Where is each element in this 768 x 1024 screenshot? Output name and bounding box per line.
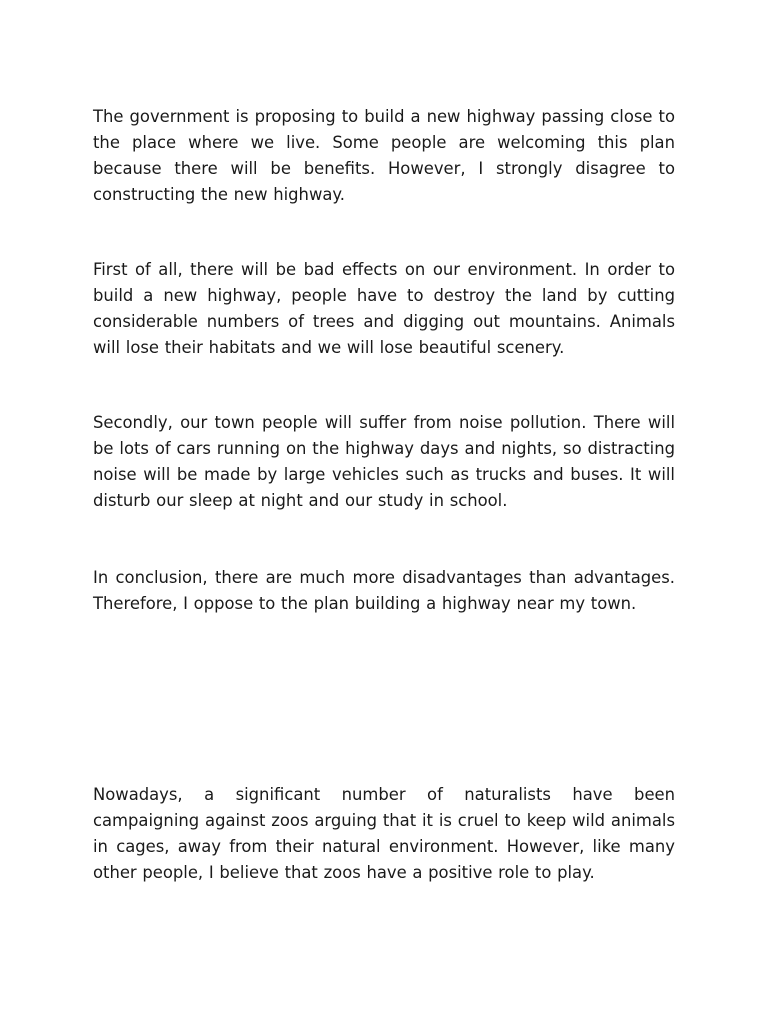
paragraph-intro: The government is proposing to build a new highway passing close to the place where we live. Some people are welcoming this plan because there will be benefits. However, I strongly disagree to constructing the new highway.: [93, 107, 675, 204]
paragraph-noise-pollution: Secondly, our town people will suffer from noise pollution. There will be lots of cars running on the highway days and nights, so distracting noise will be made by large vehicles such as trucks and buses. It will disturb our sleep at night and our study in school.: [93, 413, 675, 510]
paragraph-conclusion: In conclusion, there are much more disadvantages than advantages. Therefore, I oppose to the plan building a highway near my town.: [93, 568, 675, 613]
paragraph-zoos: Nowadays, a significant number of naturalists have been campaigning against zoos arguing that it is cruel to keep wild animals in cages, away from their natural environment. However, like many other people, I believe that zoos have a positive role to play.: [93, 785, 675, 882]
paragraph-environment: First of all, there will be bad effects on our environment. In order to build a new highway, people have to destroy the land by cutting considerable numbers of trees and digging out mountains. Animals will lose their habitats and we will lose beautiful scenery.: [93, 260, 675, 357]
